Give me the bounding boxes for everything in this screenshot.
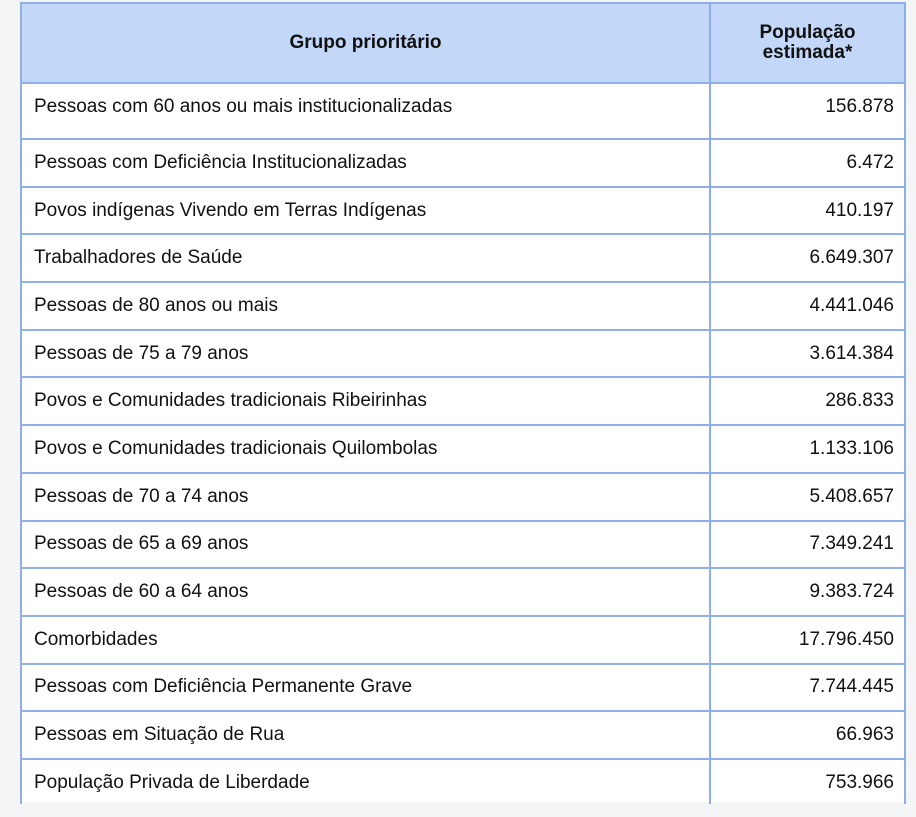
population-cell: 4.441.046 <box>710 282 905 330</box>
group-cell: Pessoas de 65 a 69 anos <box>21 521 710 569</box>
header-population-line1: População <box>759 22 856 43</box>
table-row <box>21 568 905 616</box>
table-row <box>21 282 905 330</box>
header-group-label: Grupo prioritário <box>289 32 442 53</box>
table-row <box>21 425 905 473</box>
group-cell: Pessoas de 75 a 79 anos <box>21 330 710 378</box>
population-cell: 753.966 <box>710 759 905 807</box>
group-cell: Pessoas em Situação de Rua <box>21 711 710 759</box>
group-cell: População Privada de Liberdade <box>21 759 710 807</box>
group-cell: Povos e Comunidades tradicionais Quilombolas <box>21 425 710 473</box>
population-cell: 5.408.657 <box>710 473 905 521</box>
population-cell: 3.614.384 <box>710 330 905 378</box>
group-cell: Povos e Comunidades tradicionais Ribeirinhas <box>21 377 710 425</box>
population-cell: 7.744.445 <box>710 664 905 712</box>
header-group <box>21 3 710 83</box>
group-cell: Pessoas com 60 anos ou mais institucionalizadas <box>21 83 710 139</box>
header-population-line2: estimada* <box>762 42 853 63</box>
priority-groups-table-container <box>20 2 904 802</box>
population-cell: 286.833 <box>710 377 905 425</box>
group-cell: Pessoas com Deficiência Institucionalizadas <box>21 139 710 187</box>
group-cell: Trabalhadores de Saúde <box>21 234 710 282</box>
table-row <box>21 521 905 569</box>
population-cell: 6.472 <box>710 139 905 187</box>
population-cell: 156.878 <box>710 83 905 139</box>
group-cell: Povos indígenas Vivendo em Terras Indígenas <box>21 187 710 235</box>
table-row <box>21 711 905 759</box>
table-row <box>21 139 905 187</box>
table-row <box>21 83 905 139</box>
table-row <box>21 664 905 712</box>
population-cell: 410.197 <box>710 187 905 235</box>
population-cell: 1.133.106 <box>710 425 905 473</box>
population-cell: 66.963 <box>710 711 905 759</box>
table-row <box>21 473 905 521</box>
group-cell: Pessoas com Deficiência Permanente Grave <box>21 664 710 712</box>
group-cell: Pessoas de 80 anos ou mais <box>21 282 710 330</box>
table-header-row <box>21 3 905 83</box>
table-row <box>21 187 905 235</box>
population-cell: 7.349.241 <box>710 521 905 569</box>
priority-groups-table <box>20 2 906 808</box>
population-cell: 9.383.724 <box>710 568 905 616</box>
population-cell: 17.796.450 <box>710 616 905 664</box>
table-row <box>21 759 905 807</box>
table-row <box>21 330 905 378</box>
table-row <box>21 377 905 425</box>
group-cell: Pessoas de 60 a 64 anos <box>21 568 710 616</box>
group-cell: Pessoas de 70 a 74 anos <box>21 473 710 521</box>
population-cell: 6.649.307 <box>710 234 905 282</box>
table-row <box>21 234 905 282</box>
table-row <box>21 616 905 664</box>
group-cell: Comorbidades <box>21 616 710 664</box>
header-population <box>710 3 905 83</box>
page-bottom-margin <box>0 804 916 817</box>
